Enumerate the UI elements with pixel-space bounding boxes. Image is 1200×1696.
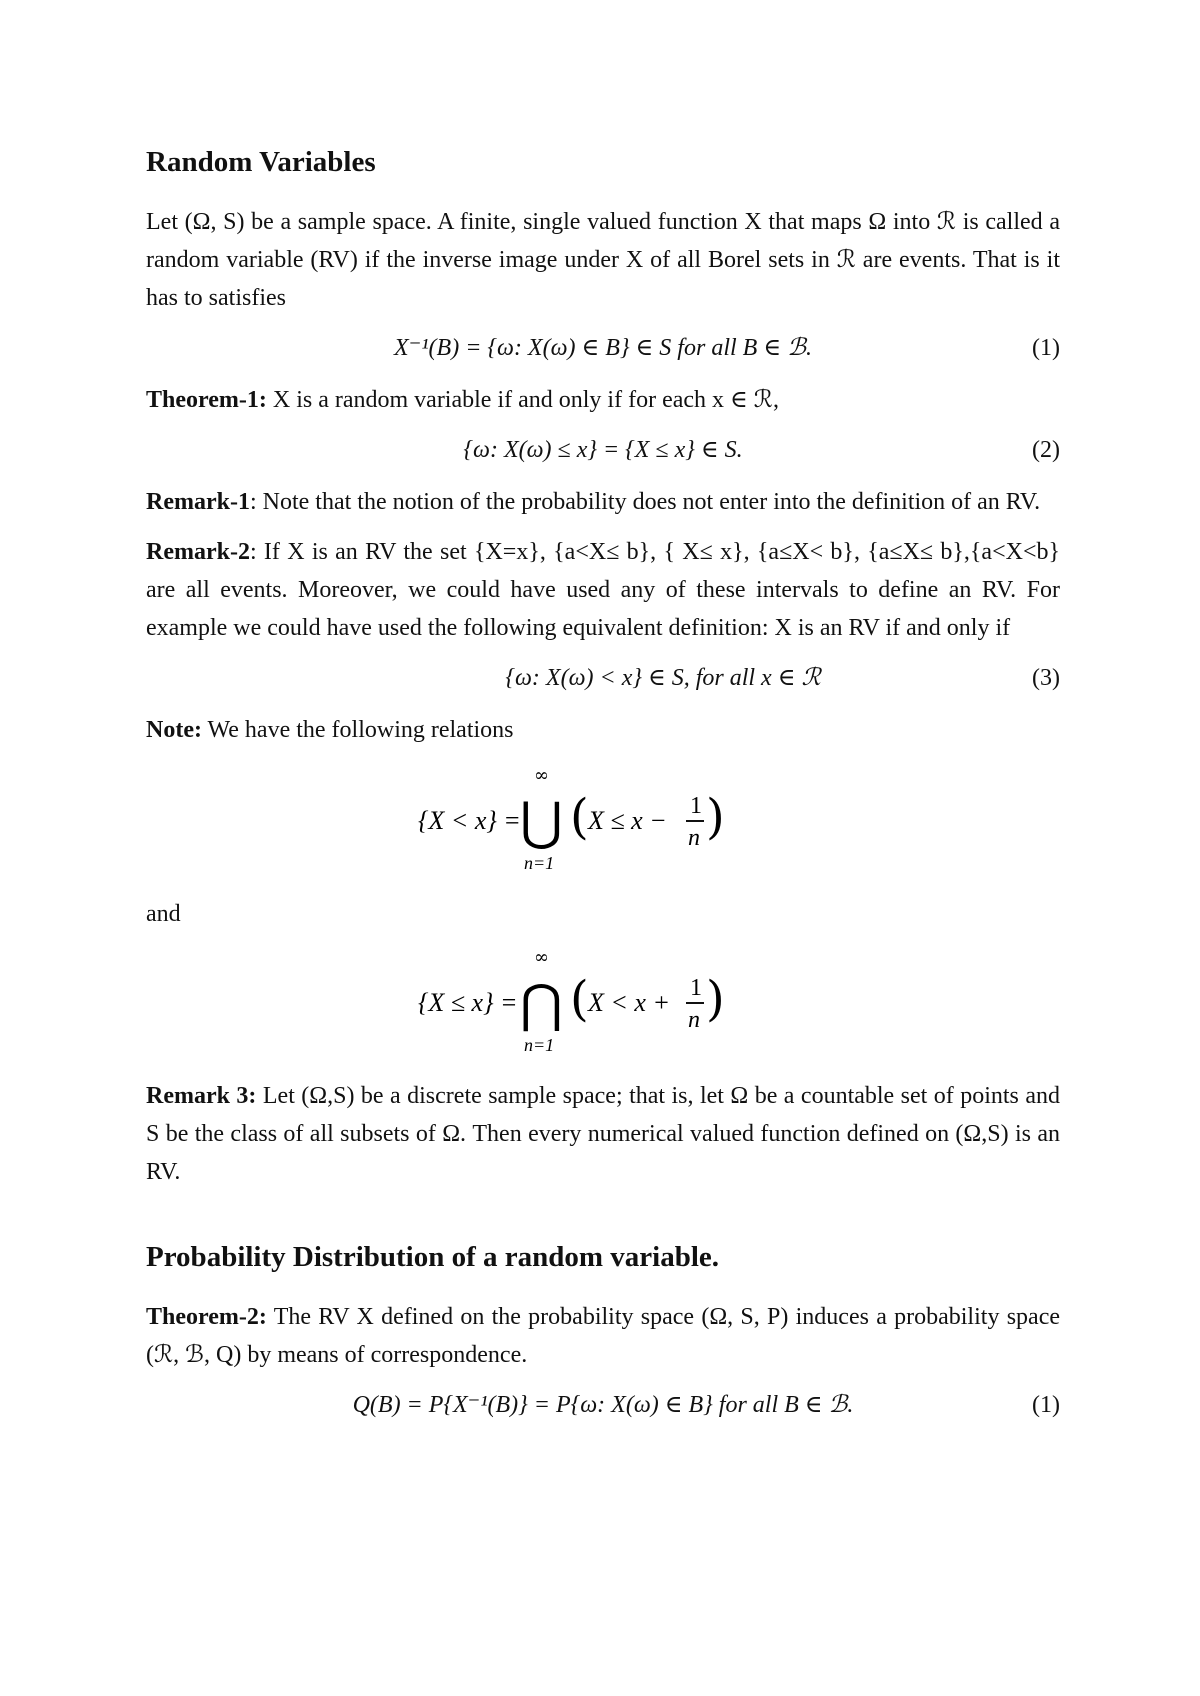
remark-3-text: Let (Ω,S) be a discrete sample space; that is, let Ω be a countable set of points and S be the class of all subsets of Ω. Then every numerical valued function defined on (Ω,S) is an RV. (146, 1083, 1060, 1185)
equation-q-number: (1) (1032, 1392, 1060, 1418)
document-page (146, 140, 1060, 1438)
definition-paragraph: Let (Ω, S) be a sample space. A finite, single valued function X that maps Ω into ℛ is called a random variable (RV) if the inverse image under X of all Borel sets in ℛ are events. That is it has to satisfies (146, 209, 1060, 311)
remark-3-label: Remark 3: (146, 1083, 257, 1109)
intersection-left-paren: ( (570, 971, 589, 1027)
note-text: We have the following relations (201, 717, 514, 743)
union-lower: n=1 (524, 853, 555, 873)
equation-1-number: (1) (1032, 335, 1060, 361)
union-inner: X ≤ x − (588, 806, 667, 835)
union-upper: ∞ (534, 765, 549, 786)
remark-1 (146, 483, 1060, 521)
equation-1-body: X⁻¹(B) = {ω: X(ω) ∈ B} ∈ S for all B ∈ ℬ. (394, 335, 812, 361)
equation-q-body: Q(B) = P{X⁻¹(B)} = P{ω: X(ω) ∈ B} for all B ∈ ℬ. (352, 1392, 854, 1418)
union-frac-num: 1 (690, 793, 702, 819)
section-gap (146, 1203, 1060, 1241)
theorem-2-text: The RV X defined on the probability space (Ω, S, P) induces a probability space (ℛ, ℬ, Q) by means of correspondence. (146, 1304, 1060, 1368)
intersection-inner: X < x + (588, 988, 671, 1017)
union-equation (146, 761, 1060, 881)
intersection-equation (146, 943, 1060, 1063)
note-label: Note: (146, 717, 202, 743)
equation-q (146, 1386, 1060, 1424)
union-operator: ⋃ (520, 792, 563, 852)
intersection-frac-den: n (688, 1007, 700, 1033)
remark-2-label: Remark-2 (146, 539, 250, 565)
intersection-operator: ⋂ (520, 974, 563, 1034)
theorem-1-label: Theorem-1: (146, 387, 267, 413)
equation-3 (146, 659, 1060, 697)
intersection-equation-svg (146, 943, 1060, 1063)
union-right-paren: ) (706, 789, 725, 845)
equation-2 (146, 431, 1060, 469)
theorem-2 (146, 1298, 1060, 1374)
remark-2-text: : If X is an RV the set {X=x}, {a<X≤ b}, { X≤ x}, {a≤X< b}, {a≤X≤ b},{a<X<b} are all events. Moreover, we could have used any of these intervals to define an RV. For example we could have used the following equivalent definition: X is an RV if and only if (146, 539, 1060, 641)
note (146, 711, 1060, 749)
remark-3 (146, 1077, 1060, 1191)
remark-1-label: Remark-1 (146, 489, 250, 515)
union-left-paren: ( (570, 789, 589, 845)
equation-3-number: (3) (1032, 665, 1060, 691)
remark-2 (146, 533, 1060, 647)
intersection-lower: n=1 (524, 1035, 555, 1055)
union-frac-den: n (688, 825, 700, 851)
equation-3-body: {ω: X(ω) < x} ∈ S, for all x ∈ ℛ (505, 665, 821, 691)
theorem-1-text: X is a random variable if and only if for each x ∈ ℛ, (266, 387, 779, 413)
section-title-probability-distribution: Probability Distribution of a random variable. (146, 1241, 720, 1273)
equation-1 (146, 329, 1060, 367)
theorem-2-label: Theorem-2: (146, 1304, 267, 1330)
intersection-lhs: {X ≤ x} = (418, 988, 518, 1017)
section-title-random-variables: Random Variables (146, 146, 376, 178)
intersection-upper: ∞ (534, 947, 549, 968)
equation-2-number: (2) (1032, 437, 1060, 463)
union-lhs: {X < x} = (418, 806, 521, 835)
theorem-1 (146, 381, 1060, 419)
intersection-frac-num: 1 (690, 975, 702, 1001)
equation-2-body: {ω: X(ω) ≤ x} = {X ≤ x} ∈ S. (463, 437, 743, 463)
and-text: and (146, 901, 181, 927)
intersection-right-paren: ) (706, 971, 725, 1027)
remark-1-text: : Note that the notion of the probability does not enter into the definition of an RV. (249, 489, 1041, 515)
union-equation-svg (146, 761, 1060, 881)
